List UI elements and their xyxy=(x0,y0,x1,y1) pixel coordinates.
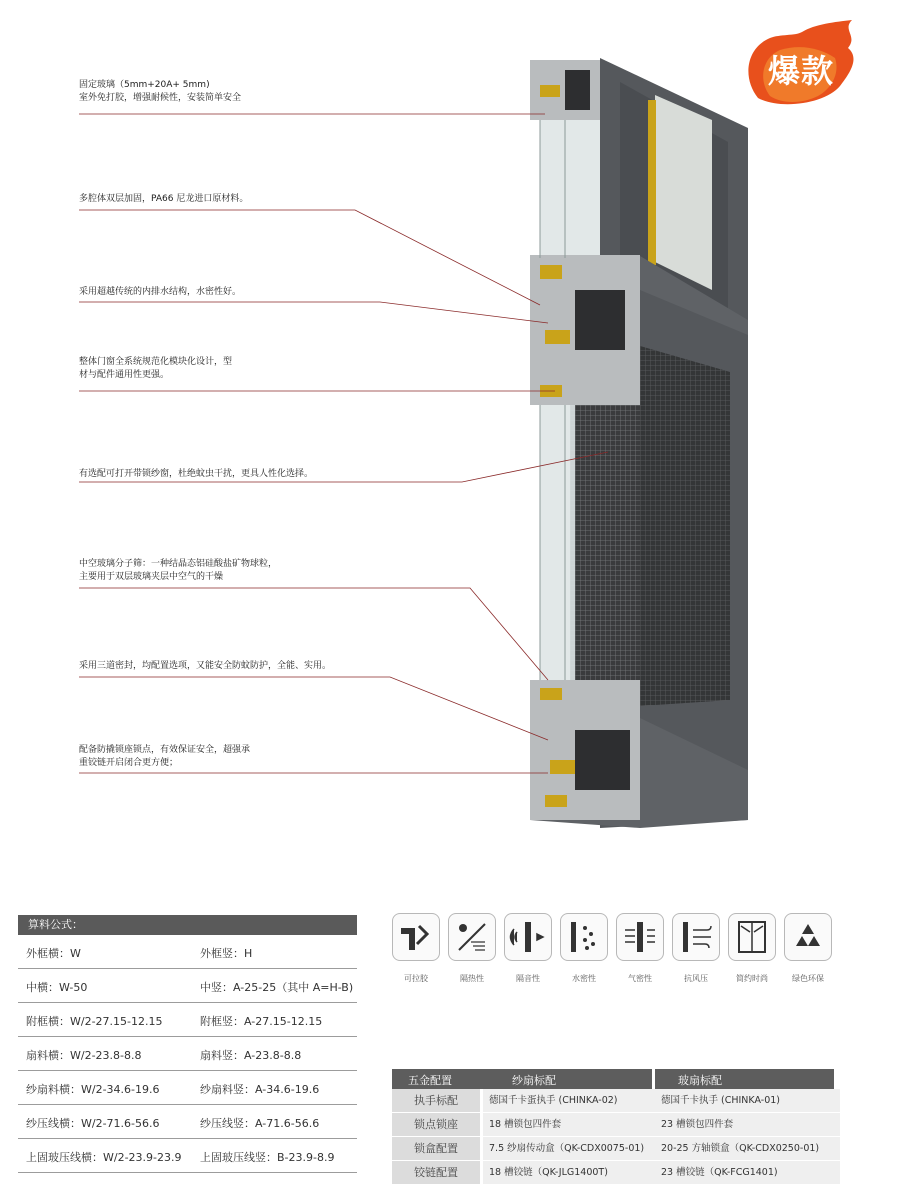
hardware-header-config: 五金配置 xyxy=(408,1074,452,1087)
feature-heat-insulation: 隔热性 xyxy=(444,913,500,984)
hot-badge-text: 爆款 xyxy=(767,52,834,90)
feature-water-tight: 水密性 xyxy=(556,913,612,984)
feature-glue: 可拉胶 xyxy=(388,913,444,984)
hardware-row: 锁盒配置 7.5 纱扇传动盒（QK-CDX0075-01) 20-25 方轴锁盒（QK-CDX0250-01) xyxy=(392,1137,834,1161)
recycle-icon xyxy=(784,913,832,961)
annotation-lock-hinge: 配备防撬锁座锁点，有效保证安全，超强承 重铰链开启闭合更方便； xyxy=(79,745,251,768)
glue-icon xyxy=(392,913,440,961)
feature-recycle: 绿色环保 xyxy=(780,913,836,984)
formula-title: 算料公式： xyxy=(18,915,357,935)
sound-insulation-icon xyxy=(504,913,552,961)
simple-fashion-icon xyxy=(728,913,776,961)
water-tight-icon xyxy=(560,913,608,961)
hardware-table xyxy=(392,1069,834,1185)
hardware-row: 执手标配 德国千卡蛋执手 (CHINKA-02) 德国千卡执手 (CHINKA-01) xyxy=(392,1089,834,1113)
formula-row: 附框横：W/2-27.15-12.15 附框竖：A-27.15-12.15 xyxy=(18,1003,357,1037)
annotation-molecular-sieve: 中空玻璃分子筛：一种结晶态铝硅酸盐矿物球粒， 主要用于双层玻璃夹层中空气的干燥 xyxy=(79,559,278,582)
feature-wind-pressure: 抗风压 xyxy=(668,913,724,984)
annotation-fixed-glass: 固定玻璃（5mm+20A+ 5mm) 室外免打胶，增强耐候性，安装简单安全 xyxy=(79,80,242,103)
formula-row: 扇料横：W/2-23.8-8.8 扇料竖：A-23.8-8.8 xyxy=(18,1037,357,1071)
formula-row: 中横：W-50 中竖：A-25-25（其中 A=H-B) xyxy=(18,969,357,1003)
feature-sound-insulation: 隔音性 xyxy=(500,913,556,984)
formula-row: 纱压线横：W/2-71.6-56.6 纱压线竖：A-71.6-56.6 xyxy=(18,1105,357,1139)
annotation-multi-cavity: 多腔体双层加固，PA66 尼龙进口原材料。 xyxy=(79,194,249,204)
hardware-row: 铰链配置 18 槽铰链（QK-JLG1400T) 23 槽铰链（QK-FCG1401) xyxy=(392,1161,834,1185)
formula-row: 外框横：W 外框竖：H xyxy=(18,935,357,969)
hardware-header-glass: 玻扇标配 xyxy=(678,1074,722,1087)
formula-row: 纱扇料横：W/2-34.6-19.6 纱扇料竖：A-34.6-19.6 xyxy=(18,1071,357,1105)
annotation-modular-design: 整体门窗全系统规范化模块化设计，型 材与配件通用性更强。 xyxy=(79,357,233,380)
feature-simple-fashion: 简约时尚 xyxy=(724,913,780,984)
wind-pressure-icon xyxy=(672,913,720,961)
hardware-header xyxy=(392,1069,834,1089)
heat-insulation-icon xyxy=(448,913,496,961)
formula-row: 上固玻压线横：W/2-23.9-23.9 上固玻压线竖：B-23.9-8.9 xyxy=(18,1139,357,1173)
annotation-triple-seal: 采用三道密封，均配置选项，又能安全防蚊防护，全能、实用。 xyxy=(79,661,332,671)
annotation-drainage: 采用超越传统的内排水结构，水密性好。 xyxy=(79,287,242,297)
annotation-screen-window: 有选配可打开带锁纱窗，杜绝蚊虫干扰，更具人性化选择。 xyxy=(79,469,314,479)
feature-air-tight: 气密性 xyxy=(612,913,668,984)
air-tight-icon xyxy=(616,913,664,961)
hardware-row: 锁点锁座 18 槽锁包四件套 23 槽锁包四件套 xyxy=(392,1113,834,1137)
formula-table xyxy=(18,915,357,1173)
hardware-header-screen: 纱扇标配 xyxy=(512,1074,556,1087)
